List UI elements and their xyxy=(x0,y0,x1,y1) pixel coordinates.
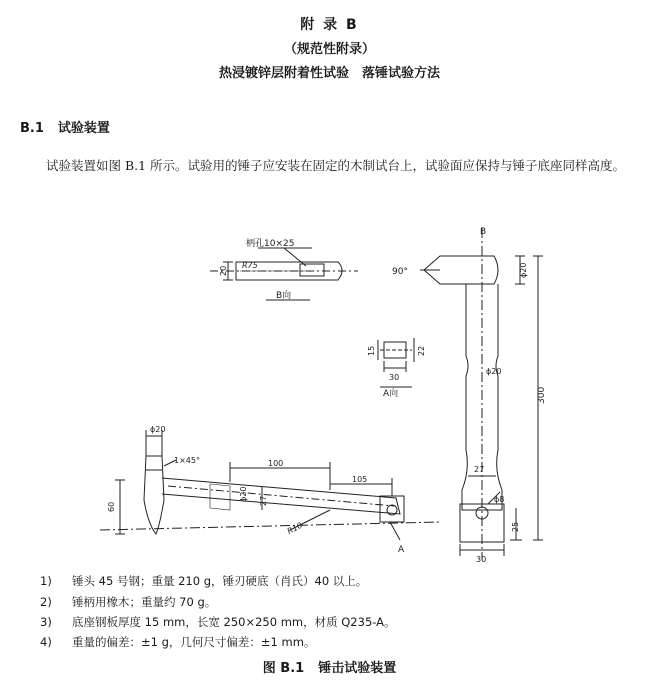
note-2: 2) 锤柄用橡木；重量约 70 g。 xyxy=(40,595,217,609)
appendix-name: 热浸镀锌层附着性试验 落锤试验方法 xyxy=(218,66,440,81)
dim-300-label: 300 xyxy=(537,386,547,404)
dim-25-label: 25 xyxy=(511,521,520,532)
figure-hammer-drawing xyxy=(0,215,659,575)
dim-100-label: 100 xyxy=(268,459,284,468)
dim-27-handle-label: 27 xyxy=(259,495,268,506)
r75-label: R75 xyxy=(242,261,258,270)
view-a-label: A向 xyxy=(383,389,399,399)
section-number: B.1 xyxy=(20,121,44,136)
dim-15-label: 15 xyxy=(367,345,376,356)
section-heading xyxy=(20,117,110,136)
a-marker: A xyxy=(398,545,405,555)
phi20-mid-label: ϕ20 xyxy=(486,367,502,376)
note-4: 4) 重量的偏差：±1 g，几何尺寸偏差：±1 mm。 xyxy=(40,635,316,649)
r10-label: R10 xyxy=(285,520,304,536)
dim-20-left-label: 20 xyxy=(219,265,228,276)
dim-27-right-label: 27 xyxy=(474,465,485,474)
phi8-label: ϕ8 xyxy=(494,495,505,504)
figure-number: 图 B.1 xyxy=(262,661,305,676)
dim-30-bottom-label: 30 xyxy=(476,555,487,564)
appendix-type: （规范性附录） xyxy=(283,42,375,57)
angle-90-label: 90° xyxy=(392,267,408,277)
dim-22-label: 22 xyxy=(417,345,426,356)
phi20-head-label: ϕ20 xyxy=(150,425,166,434)
handle-hole-label: 柄孔10×25 xyxy=(246,239,295,249)
dim-105-label: 105 xyxy=(352,475,368,484)
section-paragraph: 试验装置如图 B.1 所示。试验用的锤子应安装在固定的木制试台上，试验面应保持与锤子底座同样高度。 xyxy=(46,158,626,173)
phi20-top-label: ϕ20 xyxy=(519,262,528,278)
note-3: 3) 底座钢板厚度 15 mm，长宽 250×250 mm，材质 Q235-A。 xyxy=(40,615,396,629)
view-b-label: B向 xyxy=(276,291,292,301)
section-title: 试验装置 xyxy=(57,121,110,136)
note-1: 1) 锤头 45 号钢；重量 210 g，锤刃硬底（肖氏）40 以上。 xyxy=(40,574,368,588)
dim-30-mid-label: 30 xyxy=(389,373,400,382)
appendix-title: 附 录 B xyxy=(300,17,359,33)
b-marker: B xyxy=(480,227,487,237)
dim-60-label: 60 xyxy=(107,501,116,512)
chamfer-label: 1×45° xyxy=(174,456,200,465)
assembled-view-drawing xyxy=(100,430,440,540)
phi20-handle-label: ϕ20 xyxy=(239,486,248,502)
figure-caption xyxy=(0,657,659,676)
figure-title: 锤击试验装置 xyxy=(318,661,397,676)
